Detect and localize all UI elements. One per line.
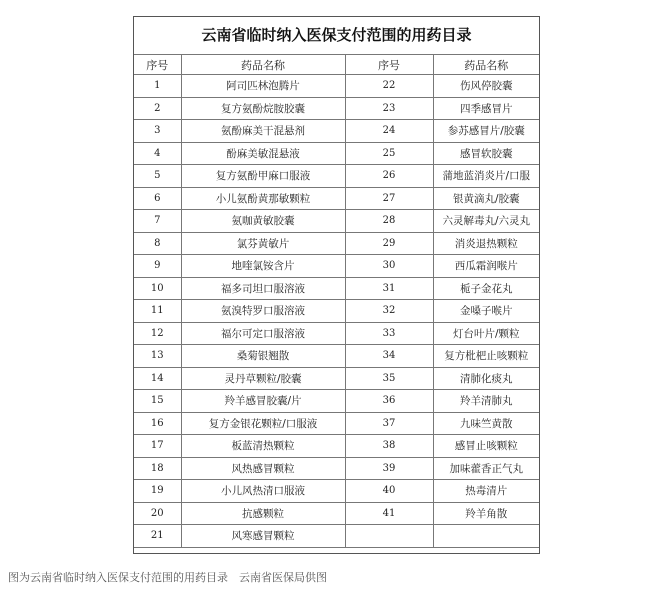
table-row <box>134 142 539 165</box>
document-image <box>133 16 540 554</box>
right-number-cell: 33 <box>345 322 433 345</box>
right-drug-name-cell: 银黄滴丸/胶囊 <box>433 187 539 210</box>
left-drug-name-cell: 福多司坦口服溶液 <box>181 277 345 300</box>
right-drug-name-cell: 感冒软胶囊 <box>433 142 539 165</box>
left-drug-name-cell: 复方氨酚甲麻口服液 <box>181 165 345 188</box>
right-number-cell: 29 <box>345 232 433 255</box>
header-right-name: 药品名称 <box>433 55 539 75</box>
left-drug-name-cell: 桑菊银翘散 <box>181 345 345 368</box>
image-caption: 图为云南省临时纳入医保支付范围的用药目录 云南省医保局供图 <box>8 571 327 584</box>
table-row <box>134 345 539 368</box>
left-number-cell: 4 <box>134 142 181 165</box>
left-number-cell: 7 <box>134 210 181 233</box>
table-row <box>134 232 539 255</box>
left-number-cell: 15 <box>134 390 181 413</box>
right-drug-name-cell: 羚羊角散 <box>433 502 539 525</box>
left-number-cell: 8 <box>134 232 181 255</box>
right-number-cell: 28 <box>345 210 433 233</box>
right-drug-name-cell: 蒲地蓝消炎片/口服 <box>433 165 539 188</box>
table-row <box>134 480 539 503</box>
left-drug-name-cell: 氨咖黄敏胶囊 <box>181 210 345 233</box>
table-row <box>134 367 539 390</box>
table-row <box>134 210 539 233</box>
left-drug-name-cell: 地喹氯铵含片 <box>181 255 345 278</box>
table-row <box>134 300 539 323</box>
right-drug-name-cell: 六灵解毒丸/六灵丸 <box>433 210 539 233</box>
right-number-cell: 39 <box>345 457 433 480</box>
right-number-cell: 37 <box>345 412 433 435</box>
right-drug-name-cell: 羚羊清肺丸 <box>433 390 539 413</box>
left-drug-name-cell: 灵丹草颗粒/胶囊 <box>181 367 345 390</box>
right-number-cell: 22 <box>345 75 433 98</box>
table-row <box>134 255 539 278</box>
left-number-cell: 13 <box>134 345 181 368</box>
table-row <box>134 457 539 480</box>
right-drug-name-cell: 加味藿香正气丸 <box>433 457 539 480</box>
right-drug-name-cell: 金嗓子喉片 <box>433 300 539 323</box>
table-row <box>134 165 539 188</box>
right-drug-name-cell: 参苏感冒片/胶囊 <box>433 120 539 143</box>
left-number-cell: 6 <box>134 187 181 210</box>
right-number-cell: 30 <box>345 255 433 278</box>
right-number-cell: 23 <box>345 97 433 120</box>
left-number-cell: 19 <box>134 480 181 503</box>
left-number-cell: 12 <box>134 322 181 345</box>
right-number-cell: 34 <box>345 345 433 368</box>
left-drug-name-cell: 小儿氨酚黄那敏颗粒 <box>181 187 345 210</box>
right-number-cell: 35 <box>345 367 433 390</box>
table-row <box>134 412 539 435</box>
right-number-cell: 32 <box>345 300 433 323</box>
table-row <box>134 75 539 98</box>
left-number-cell: 11 <box>134 300 181 323</box>
left-number-cell: 16 <box>134 412 181 435</box>
right-drug-name-cell: 消炎退热颗粒 <box>433 232 539 255</box>
right-number-cell: 41 <box>345 502 433 525</box>
table-row <box>134 502 539 525</box>
left-number-cell: 18 <box>134 457 181 480</box>
left-drug-name-cell: 氨溴特罗口服溶液 <box>181 300 345 323</box>
right-drug-name-cell: 复方枇杷止咳颗粒 <box>433 345 539 368</box>
left-drug-name-cell: 风寒感冒颗粒 <box>181 525 345 548</box>
left-drug-name-cell: 风热感冒颗粒 <box>181 457 345 480</box>
left-drug-name-cell: 小儿风热清口服液 <box>181 480 345 503</box>
table-row <box>134 525 539 548</box>
table-row <box>134 120 539 143</box>
left-number-cell: 14 <box>134 367 181 390</box>
left-number-cell: 5 <box>134 165 181 188</box>
left-number-cell: 9 <box>134 255 181 278</box>
right-drug-name-cell: 九味竺黄散 <box>433 412 539 435</box>
table-row <box>134 97 539 120</box>
right-number-cell: 40 <box>345 480 433 503</box>
right-number-cell: 31 <box>345 277 433 300</box>
left-drug-name-cell: 复方金银花颗粒/口服液 <box>181 412 345 435</box>
left-drug-name-cell: 羚羊感冒胶囊/片 <box>181 390 345 413</box>
header-right-number: 序号 <box>345 55 433 75</box>
right-drug-name-cell: 西瓜霜润喉片 <box>433 255 539 278</box>
right-drug-name-cell: 灯台叶片/颗粒 <box>433 322 539 345</box>
table-header-row <box>134 55 539 75</box>
right-number-cell: 24 <box>345 120 433 143</box>
document-title: 云南省临时纳入医保支付范围的用药目录 <box>134 17 539 55</box>
left-drug-name-cell: 阿司匹林泡腾片 <box>181 75 345 98</box>
left-number-cell: 1 <box>134 75 181 98</box>
left-drug-name-cell: 氯芬黄敏片 <box>181 232 345 255</box>
right-drug-name-cell: 热毒清片 <box>433 480 539 503</box>
left-drug-name-cell: 福尔可定口服溶液 <box>181 322 345 345</box>
right-drug-name-cell: 感冒止咳颗粒 <box>433 435 539 458</box>
left-number-cell: 17 <box>134 435 181 458</box>
drug-table <box>134 55 539 548</box>
table-row <box>134 322 539 345</box>
right-drug-name-cell: 四季感冒片 <box>433 97 539 120</box>
header-left-number: 序号 <box>134 55 181 75</box>
right-drug-name-cell: 伤风停胶囊 <box>433 75 539 98</box>
right-drug-name-cell: 清肺化痰丸 <box>433 367 539 390</box>
right-number-cell: 25 <box>345 142 433 165</box>
left-drug-name-cell: 酚麻美敏混悬液 <box>181 142 345 165</box>
left-drug-name-cell: 复方氨酚烷胺胶囊 <box>181 97 345 120</box>
right-number-cell: 38 <box>345 435 433 458</box>
left-number-cell: 21 <box>134 525 181 548</box>
table-row <box>134 277 539 300</box>
right-number-cell: 26 <box>345 165 433 188</box>
right-drug-name-cell <box>433 525 539 548</box>
right-number-cell: 27 <box>345 187 433 210</box>
right-number-cell: 36 <box>345 390 433 413</box>
table-row <box>134 390 539 413</box>
left-number-cell: 3 <box>134 120 181 143</box>
left-number-cell: 2 <box>134 97 181 120</box>
right-number-cell <box>345 525 433 548</box>
left-drug-name-cell: 抗感颗粒 <box>181 502 345 525</box>
left-drug-name-cell: 板蓝清热颗粒 <box>181 435 345 458</box>
table-row <box>134 187 539 210</box>
left-number-cell: 10 <box>134 277 181 300</box>
header-left-name: 药品名称 <box>181 55 345 75</box>
left-drug-name-cell: 氨酚麻美干混悬剂 <box>181 120 345 143</box>
table-row <box>134 435 539 458</box>
right-drug-name-cell: 栀子金花丸 <box>433 277 539 300</box>
left-number-cell: 20 <box>134 502 181 525</box>
